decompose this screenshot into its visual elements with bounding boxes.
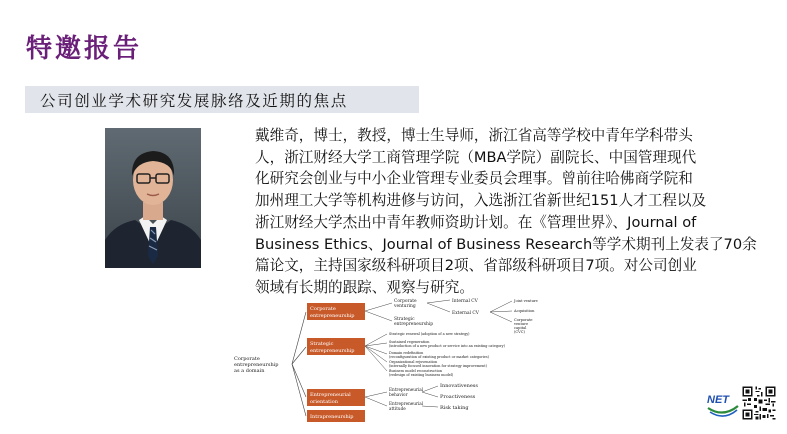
diagram-node: Internal CV (452, 299, 478, 304)
bio-line: 加州理工大学等机构进修与访问，入选浙江省新世纪151人才工程以及 (255, 192, 707, 210)
slide-subtitle: 公司创业学术研究发展脉络及近期的焦点 (40, 92, 348, 110)
diagram-node: Business model reconstruction (redesign of existing business model) (389, 369, 454, 377)
diagram-node: Joint venture (514, 299, 538, 303)
branch-label: Entrepreneurial orientation (310, 392, 351, 405)
bio-line: 化研究会创业与中小企业管理专业委员会理事。曾前往哈佛商学院和 (255, 170, 693, 188)
branch-label: Intrapreneurship (310, 414, 354, 420)
diagram-node: Risk taking (440, 405, 469, 411)
diagram-node: Entrepreneurial behavior (389, 387, 424, 397)
diagram-node: Sustained regeneration (introduction of a new product or service into an existing category) (389, 340, 505, 348)
diagram-node: External CV (452, 311, 479, 316)
speaker-bio (255, 125, 765, 299)
bio-line: 领域有长期的跟踪、观察与研究。 (255, 278, 474, 296)
diagram-node: Acquisition (514, 309, 535, 313)
diagram-node: Strategic entrepreneurship (394, 317, 434, 327)
bio-line: 人，浙江财经大学工商管理学院（MBA学院）副院长、中国管理现代 (255, 148, 697, 166)
diagram-node: Innovativeness (440, 383, 478, 389)
diagram-node: Strategic renewal (adoption of a new strategy) (389, 332, 470, 336)
diagram-node: Entrepreneurial attitude (389, 401, 424, 411)
slide-title: 特邀报告 (26, 34, 143, 64)
bio-line: 戴维奇，博士，教授，博士生导师，浙江省高等学校中青年学科带头 (255, 127, 693, 144)
net-logo-icon (704, 384, 742, 422)
bio-line: 篇论文，主持国家级科研项目2项、省部级科研项目7项。对公司创业 (255, 257, 697, 275)
speaker-photo (105, 128, 201, 268)
diagram-node: Corporate venture capital (CVC) (514, 318, 533, 334)
branch-label: Strategic entrepreneurship (310, 341, 355, 354)
diagram-root-label: Corporate entrepreneurship as a domain (234, 356, 279, 374)
svg-text:NET: NET (707, 394, 729, 406)
qr-code-icon (741, 385, 777, 421)
diagram-node: Organizational rejuvenation (internally focused innovation for strategy improvement) (389, 360, 487, 368)
ce-domain-diagram (232, 294, 557, 424)
branch-label: Corporate entrepreneurship (310, 306, 355, 319)
speaker-portrait-icon (105, 128, 201, 268)
diagram-node: Corporate venturing (394, 299, 417, 309)
bio-line: 浙江财经大学杰出中青年教师资助计划。在《管理世界》、Journal of (255, 213, 697, 231)
bio-line: Business Ethics、Journal of Business Research等学术期刊上发表了70余 (255, 235, 757, 253)
diagram-node: Proactiveness (440, 394, 476, 400)
diagram-node: Domain redefinition (reconfiguration of existing product or market categories) (389, 351, 489, 359)
